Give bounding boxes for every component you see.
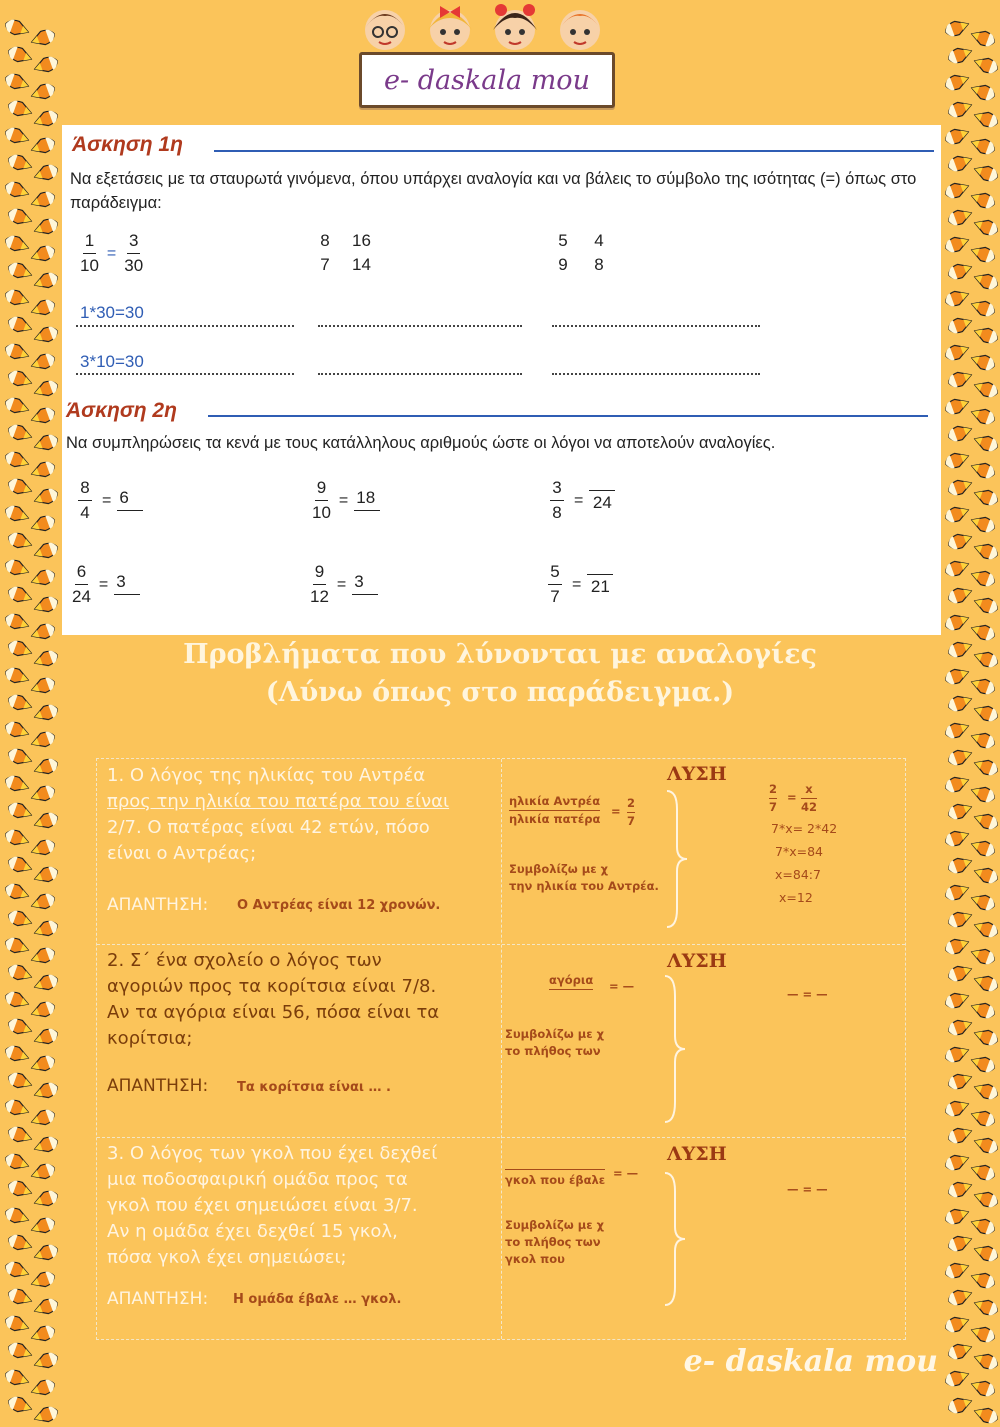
candy-corn-icon bbox=[970, 246, 996, 262]
answer-line[interactable] bbox=[552, 325, 760, 327]
candy-corn-icon bbox=[4, 992, 30, 1008]
brace-icon bbox=[661, 1171, 687, 1307]
candy-corn-icon bbox=[30, 1164, 56, 1180]
problem-1-answer: Ο Αντρέας είναι 12 χρονών. bbox=[237, 898, 441, 913]
candy-corn-icon bbox=[7, 155, 33, 171]
candy-corn-icon bbox=[30, 516, 56, 532]
candy-corn-icon bbox=[970, 570, 996, 586]
candy-corn-icon bbox=[944, 776, 970, 792]
candy-corn-icon bbox=[4, 398, 30, 414]
exercise1-rule bbox=[214, 150, 934, 152]
equals-sign: = bbox=[106, 244, 117, 262]
candy-corn-icon bbox=[970, 840, 996, 856]
candy-corn-icon bbox=[7, 1073, 33, 1089]
candy-corn-icon bbox=[4, 344, 30, 360]
answer-line[interactable] bbox=[76, 373, 294, 375]
candy-corn-icon bbox=[944, 182, 970, 198]
problem-2-answer: Τα κορίτσια είναι … . bbox=[237, 1080, 391, 1095]
ex2-item-6: $\frac{5}{7}$ = 21 bbox=[544, 562, 613, 607]
ex2-item-5: $\frac{9}{12}$ = 3 bbox=[308, 562, 378, 607]
blank[interactable] bbox=[128, 511, 132, 513]
problem-row-3 bbox=[97, 1137, 905, 1339]
candy-corn-icon bbox=[973, 1299, 999, 1315]
problems-title-line-1: Προβλήματα που λύνονται με αναλογίες bbox=[183, 639, 817, 670]
exercise2-rule bbox=[208, 415, 928, 417]
candy-corn-icon bbox=[970, 786, 996, 802]
candy-corn-icon bbox=[973, 975, 999, 991]
candy-corn-icon bbox=[973, 165, 999, 181]
fraction: $\frac{3}{30}$ bbox=[124, 231, 144, 275]
candy-corn-icon bbox=[33, 543, 59, 559]
calculation-steps: 7*x= 2*42 7*x=84 x=84:7 x=12 bbox=[771, 821, 838, 905]
solution-label: ΛΥΣΗ bbox=[667, 950, 727, 972]
candy-corn-icon bbox=[4, 776, 30, 792]
candy-corn-icon bbox=[7, 317, 33, 333]
candy-corn-icon bbox=[7, 209, 33, 225]
candy-corn-icon bbox=[947, 317, 973, 333]
candy-corn-icon bbox=[7, 425, 33, 441]
candy-corn-icon bbox=[947, 155, 973, 171]
brace-icon bbox=[663, 789, 689, 929]
candy-corn-icon bbox=[33, 57, 59, 73]
candy-corn-icon bbox=[4, 1208, 30, 1224]
candy-corn-icon bbox=[947, 1181, 973, 1197]
candy-corn-icon bbox=[970, 1218, 996, 1234]
solution-label: ΛΥΣΗ bbox=[667, 1143, 727, 1165]
candy-corn-icon bbox=[4, 884, 30, 900]
candy-corn-icon bbox=[33, 1083, 59, 1099]
problems-title bbox=[0, 636, 1000, 712]
candy-corn-icon bbox=[30, 786, 56, 802]
problems-table bbox=[96, 758, 906, 1340]
problem-3-text: 3. Ο λόγος των γκολ που έχει δεχθεί μια ποδοσφαιρική ομάδα προς τα γκολ που έχει σημειώσει είναι 3/7. Αν η ομάδα έχει δεχθεί 15 γκολ, πόσα γκολ έχει σημειώσει; bbox=[107, 1143, 438, 1268]
candy-corn-icon bbox=[947, 965, 973, 981]
candy-corn-icon bbox=[7, 1289, 33, 1305]
candy-corn-icon bbox=[947, 1073, 973, 1089]
candy-corn-icon bbox=[944, 236, 970, 252]
candy-corn-icon bbox=[973, 1245, 999, 1261]
candy-corn-icon bbox=[944, 1370, 970, 1386]
candy-corn-icon bbox=[973, 489, 999, 505]
candy-corn-icon bbox=[970, 1326, 996, 1342]
solution-label: ΛΥΣΗ bbox=[667, 763, 727, 785]
candy-corn-icon bbox=[970, 138, 996, 154]
blank[interactable] bbox=[125, 595, 129, 597]
candy-corn-icon bbox=[973, 273, 999, 289]
exercise2-instruction: Να συμπληρώσεις τα κενά με τους κατάλληλους αριθμούς ώστε οι λόγοι να αποτελούν αναλογίες. bbox=[66, 434, 776, 452]
candy-corn-icon bbox=[7, 749, 33, 765]
candy-corn-icon bbox=[30, 732, 56, 748]
fraction: 16 14 bbox=[352, 231, 371, 274]
candy-corn-icon bbox=[33, 867, 59, 883]
candy-corn-icon bbox=[7, 911, 33, 927]
answer-line[interactable] bbox=[318, 325, 522, 327]
answer-label: ΑΠΑΝΤΗΣΗ: bbox=[107, 895, 209, 915]
candy-corn-icon bbox=[970, 948, 996, 964]
candy-corn-icon bbox=[33, 759, 59, 775]
kids-illustration-icon bbox=[355, 0, 615, 60]
candy-corn-icon bbox=[944, 20, 970, 36]
worksheet bbox=[62, 125, 941, 635]
equation-fraction-a: 2 7 bbox=[769, 782, 778, 814]
candy-corn-icon bbox=[970, 732, 996, 748]
candy-corn-icon bbox=[973, 1029, 999, 1045]
example-calc-2: 3*10=30 bbox=[80, 352, 144, 371]
candy-corn-icon bbox=[30, 1056, 56, 1072]
candy-corn-icon bbox=[7, 1235, 33, 1251]
equals-sign: = bbox=[787, 790, 797, 804]
problem-3-answer: Η ομάδα έβαλε … γκολ. bbox=[233, 1292, 402, 1307]
footer-brand: e- daskala mou bbox=[683, 1344, 938, 1379]
candy-corn-icon bbox=[30, 138, 56, 154]
candy-corn-icon bbox=[947, 1019, 973, 1035]
candy-corn-icon bbox=[7, 1127, 33, 1143]
candy-corn-icon bbox=[944, 1100, 970, 1116]
candy-corn-icon bbox=[4, 830, 30, 846]
candy-corn-icon bbox=[33, 1407, 59, 1423]
candy-corn-icon bbox=[970, 1272, 996, 1288]
candy-corn-icon bbox=[973, 1137, 999, 1153]
candy-corn-icon bbox=[944, 992, 970, 1008]
candy-corn-icon bbox=[33, 975, 59, 991]
candy-corn-icon bbox=[7, 857, 33, 873]
ex2-item-2: $\frac{9}{10}$ = 18 bbox=[310, 478, 380, 523]
candy-corn-icon bbox=[970, 408, 996, 424]
candy-corn-icon bbox=[973, 57, 999, 73]
equals-sign: = — bbox=[613, 1166, 639, 1180]
candy-corn-icon bbox=[947, 1127, 973, 1143]
fraction: 4 8 bbox=[594, 231, 604, 274]
candy-corn-icon bbox=[4, 1100, 30, 1116]
candy-corn-icon bbox=[30, 462, 56, 478]
candy-corn-icon bbox=[944, 290, 970, 306]
candy-corn-icon bbox=[947, 209, 973, 225]
candy-corn-icon bbox=[4, 290, 30, 306]
candy-corn-icon bbox=[947, 47, 973, 63]
candy-corn-icon bbox=[944, 560, 970, 576]
ratio-fraction: 2 7 bbox=[627, 796, 636, 828]
candy-corn-icon bbox=[7, 533, 33, 549]
equals-sign: = — bbox=[609, 979, 635, 993]
candy-corn-icon bbox=[4, 1316, 30, 1332]
candy-corn-icon bbox=[7, 101, 33, 117]
candy-corn-icon bbox=[973, 1353, 999, 1369]
candy-corn-icon bbox=[30, 1326, 56, 1342]
candy-corn-icon bbox=[947, 587, 973, 603]
equation-fraction-b: x 42 bbox=[801, 782, 818, 814]
candy-corn-icon bbox=[7, 1343, 33, 1359]
fraction: 5 9 bbox=[558, 231, 568, 274]
candy-corn-icon bbox=[947, 101, 973, 117]
candy-corn-icon bbox=[7, 965, 33, 981]
candy-corn-icon bbox=[970, 894, 996, 910]
problems-title-line-2: (Λύνω όπως στο παράδειγμα.) bbox=[265, 677, 735, 708]
candy-corn-icon bbox=[944, 1154, 970, 1170]
candy-corn-icon bbox=[944, 1046, 970, 1062]
candy-corn-icon bbox=[4, 1370, 30, 1386]
blank[interactable] bbox=[363, 595, 367, 597]
candy-corn-icon bbox=[30, 1272, 56, 1288]
candy-corn-icon bbox=[33, 1299, 59, 1315]
candy-corn-icon bbox=[4, 614, 30, 630]
candy-corn-icon bbox=[973, 597, 999, 613]
candy-corn-icon bbox=[973, 867, 999, 883]
candy-corn-icon bbox=[33, 489, 59, 505]
candy-corn-icon bbox=[944, 344, 970, 360]
candy-corn-icon bbox=[7, 371, 33, 387]
candy-corn-icon bbox=[944, 1208, 970, 1224]
candy-corn-icon bbox=[30, 1380, 56, 1396]
symbol-note: Συμβολίζω με χ το πλήθος των γκολ που bbox=[505, 1218, 605, 1266]
logo bbox=[355, 0, 615, 118]
candy-corn-icon bbox=[7, 47, 33, 63]
candy-corn-icon bbox=[4, 74, 30, 90]
fraction: $\frac{1}{10}$ bbox=[80, 231, 99, 275]
candy-corn-icon bbox=[33, 597, 59, 613]
candy-corn-icon bbox=[947, 371, 973, 387]
ex1-pair-1 bbox=[78, 231, 145, 276]
candy-corn-icon bbox=[944, 614, 970, 630]
candy-corn-icon bbox=[947, 479, 973, 495]
candy-corn-icon bbox=[30, 354, 56, 370]
equals-sign: = bbox=[611, 804, 621, 818]
candy-corn-icon bbox=[30, 30, 56, 46]
candy-corn-icon bbox=[973, 219, 999, 235]
candy-corn-icon bbox=[973, 381, 999, 397]
candy-corn-icon bbox=[4, 938, 30, 954]
candy-corn-icon bbox=[33, 1191, 59, 1207]
answer-line[interactable] bbox=[552, 373, 760, 375]
candy-corn-icon bbox=[4, 1262, 30, 1278]
candy-corn-icon bbox=[30, 948, 56, 964]
ex1-pair-3 bbox=[552, 231, 610, 275]
ex1-pair-2 bbox=[314, 231, 373, 275]
problem-row-2 bbox=[97, 944, 905, 1138]
candy-corn-icon bbox=[970, 1380, 996, 1396]
candy-corn-icon bbox=[947, 911, 973, 927]
candy-corn-icon bbox=[33, 165, 59, 181]
candy-corn-icon bbox=[970, 1002, 996, 1018]
candy-corn-icon bbox=[970, 354, 996, 370]
candy-corn-icon bbox=[973, 327, 999, 343]
candy-corn-icon bbox=[4, 560, 30, 576]
ratio-words: ηλικία Αντρέα ηλικία πατέρα bbox=[509, 794, 601, 826]
candy-corn-icon bbox=[947, 1397, 973, 1413]
candy-corn-icon bbox=[4, 20, 30, 36]
candy-corn-icon bbox=[973, 1407, 999, 1423]
candy-corn-icon bbox=[4, 236, 30, 252]
candy-corn-icon bbox=[7, 263, 33, 279]
candy-corn-icon bbox=[970, 1110, 996, 1126]
problem-2-text: 2. Σ΄ ένα σχολείο ο λόγος των αγοριών προς τα κορίτσια είναι 7/8. Αν τα αγόρια είναι 56, πόσα είναι τα κορίτσια; bbox=[107, 950, 440, 1049]
answer-line[interactable] bbox=[318, 373, 522, 375]
candy-corn-icon bbox=[973, 435, 999, 451]
candy-corn-icon bbox=[970, 516, 996, 532]
candy-corn-icon bbox=[33, 1245, 59, 1261]
candy-corn-icon bbox=[970, 300, 996, 316]
exercise1-title: Άσκηση 1η bbox=[72, 133, 183, 156]
candy-corn-icon bbox=[7, 1397, 33, 1413]
candy-corn-icon bbox=[30, 192, 56, 208]
candy-corn-icon bbox=[30, 894, 56, 910]
candy-corn-icon bbox=[970, 462, 996, 478]
ex2-item-3: $\frac{3}{8}$ = 24 bbox=[546, 478, 615, 523]
candy-corn-icon bbox=[970, 1164, 996, 1180]
candy-corn-icon bbox=[944, 506, 970, 522]
candy-corn-icon bbox=[33, 219, 59, 235]
candy-corn-icon bbox=[973, 1191, 999, 1207]
answer-line[interactable] bbox=[76, 325, 294, 327]
candy-corn-icon bbox=[33, 1029, 59, 1045]
candy-corn-icon bbox=[4, 506, 30, 522]
candy-corn-icon bbox=[30, 408, 56, 424]
candy-corn-icon bbox=[970, 30, 996, 46]
candy-corn-icon bbox=[947, 425, 973, 441]
candy-corn-icon bbox=[944, 398, 970, 414]
candy-corn-icon bbox=[30, 1218, 56, 1234]
candy-corn-icon bbox=[33, 1137, 59, 1153]
candy-corn-icon bbox=[33, 327, 59, 343]
candy-corn-icon bbox=[944, 830, 970, 846]
brace-icon bbox=[661, 974, 687, 1124]
exercise1-instruction: Να εξετάσεις με τα σταυρωτά γινόμενα, όπου υπάρχει αναλογία και να βάλεις το σύμβολο της ισότητας (=) όπως στο παράδειγμα: bbox=[70, 170, 917, 212]
candy-corn-icon bbox=[7, 803, 33, 819]
candy-corn-icon bbox=[947, 857, 973, 873]
answer-label: ΑΠΑΝΤΗΣΗ: bbox=[107, 1289, 209, 1309]
ex2-item-4: $\frac{6}{24}$ = 3 bbox=[70, 562, 140, 607]
candy-corn-icon bbox=[4, 722, 30, 738]
candy-corn-icon bbox=[947, 263, 973, 279]
candy-corn-icon bbox=[4, 1154, 30, 1170]
candy-corn-icon bbox=[970, 1056, 996, 1072]
candy-corn-icon bbox=[944, 1316, 970, 1332]
problem-row-1 bbox=[97, 759, 905, 945]
candy-corn-icon bbox=[7, 1019, 33, 1035]
blank[interactable] bbox=[365, 511, 369, 513]
candy-corn-icon bbox=[33, 111, 59, 127]
candy-corn-icon bbox=[947, 1235, 973, 1251]
exercise2-title: Άσκηση 2η bbox=[66, 399, 177, 422]
ratio-words: αγόρια bbox=[549, 972, 593, 990]
symbol-note: Συμβολίζω με χ το πλήθος των bbox=[505, 1027, 605, 1058]
candy-corn-icon bbox=[947, 749, 973, 765]
candy-corn-icon bbox=[944, 884, 970, 900]
candy-corn-icon bbox=[973, 813, 999, 829]
ratio-words: γκολ που έβαλε bbox=[505, 1169, 605, 1189]
candy-corn-icon bbox=[947, 803, 973, 819]
candy-corn-icon bbox=[7, 1181, 33, 1197]
candy-corn-icon bbox=[944, 74, 970, 90]
empty-equation: — = — bbox=[787, 1182, 828, 1196]
answer-label: ΑΠΑΝΤΗΣΗ: bbox=[107, 1076, 209, 1096]
logo-sign: e- daskala mou bbox=[359, 52, 615, 108]
candy-corn-icon bbox=[973, 921, 999, 937]
candy-corn-icon bbox=[944, 452, 970, 468]
candy-corn-icon bbox=[33, 1353, 59, 1369]
problem-1-text: 1. Ο λόγος της ηλικίας του Αντρέα προς την ηλικία του πατέρα του είναι 2/7. Ο πατέρας είναι 42 ετών, πόσο είναι ο Αντρέας; bbox=[107, 765, 450, 864]
candy-corn-icon bbox=[973, 543, 999, 559]
candy-corn-icon bbox=[4, 1046, 30, 1062]
candy-corn-icon bbox=[4, 452, 30, 468]
candy-corn-icon bbox=[947, 533, 973, 549]
candy-corn-icon bbox=[973, 1083, 999, 1099]
candy-corn-icon bbox=[30, 840, 56, 856]
candy-corn-icon bbox=[944, 1262, 970, 1278]
symbol-note: Συμβολίζω με χ την ηλικία του Αντρέα. bbox=[509, 862, 659, 893]
empty-equation: — = — bbox=[787, 987, 828, 1001]
ex2-item-1: $\frac{8}{4}$ = 6 bbox=[74, 478, 143, 523]
candy-corn-icon bbox=[33, 921, 59, 937]
example-calc-1: 1*30=30 bbox=[80, 303, 144, 322]
candy-corn-icon bbox=[30, 84, 56, 100]
candy-corn-icon bbox=[30, 1110, 56, 1126]
candy-corn-icon bbox=[973, 759, 999, 775]
candy-corn-icon bbox=[33, 273, 59, 289]
candy-corn-icon bbox=[30, 246, 56, 262]
candy-corn-icon bbox=[944, 722, 970, 738]
candy-corn-icon bbox=[7, 587, 33, 603]
candy-corn-icon bbox=[947, 1289, 973, 1305]
candy-corn-icon bbox=[33, 435, 59, 451]
candy-corn-icon bbox=[947, 1343, 973, 1359]
fraction: 8 7 bbox=[320, 231, 330, 274]
candy-corn-icon bbox=[4, 182, 30, 198]
candy-corn-icon bbox=[944, 128, 970, 144]
candy-corn-icon bbox=[7, 479, 33, 495]
candy-corn-icon bbox=[970, 84, 996, 100]
candy-corn-icon bbox=[4, 128, 30, 144]
candy-corn-icon bbox=[33, 381, 59, 397]
candy-corn-icon bbox=[970, 192, 996, 208]
candy-corn-icon bbox=[944, 938, 970, 954]
candy-corn-icon bbox=[30, 570, 56, 586]
candy-corn-icon bbox=[33, 813, 59, 829]
candy-corn-icon bbox=[30, 300, 56, 316]
candy-corn-icon bbox=[973, 111, 999, 127]
candy-corn-icon bbox=[30, 1002, 56, 1018]
